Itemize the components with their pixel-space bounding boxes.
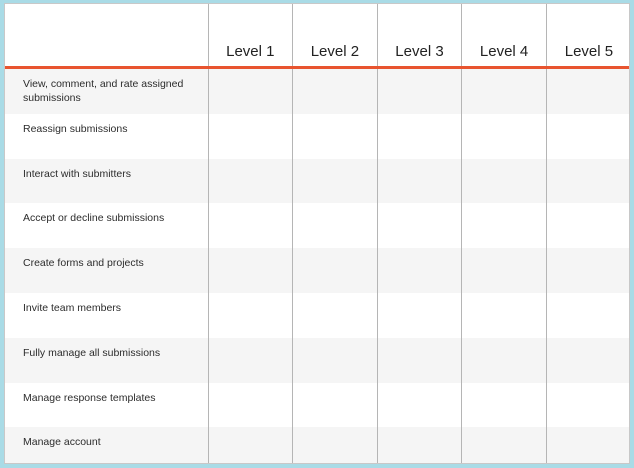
table-row xyxy=(5,114,630,159)
table-row xyxy=(5,427,630,464)
cell xyxy=(293,338,378,383)
table-row xyxy=(5,159,630,204)
cell xyxy=(208,159,293,204)
header-level-1: Level 1 xyxy=(208,4,293,68)
cell xyxy=(462,114,547,159)
header-corner-cell xyxy=(5,4,208,68)
cell xyxy=(377,293,462,338)
table-row xyxy=(5,383,630,428)
cell xyxy=(377,383,462,428)
table-row xyxy=(5,338,630,383)
table-row xyxy=(5,68,630,114)
cell xyxy=(462,383,547,428)
row-label: Manage response templates xyxy=(5,383,208,428)
header-row xyxy=(5,4,630,68)
cell xyxy=(293,68,378,114)
cell xyxy=(208,114,293,159)
row-label: Interact with submitters xyxy=(5,159,208,204)
cell xyxy=(546,203,630,248)
cell xyxy=(293,114,378,159)
row-label: View, comment, and rate assigned submissions xyxy=(5,68,208,114)
cell xyxy=(208,248,293,293)
cell xyxy=(293,293,378,338)
cell xyxy=(208,427,293,464)
table-row xyxy=(5,203,630,248)
cell xyxy=(293,427,378,464)
cell xyxy=(377,114,462,159)
cell xyxy=(546,114,630,159)
permissions-table-frame xyxy=(4,3,630,464)
cell xyxy=(462,68,547,114)
row-label: Fully manage all submissions xyxy=(5,338,208,383)
cell xyxy=(546,68,630,114)
row-label: Create forms and projects xyxy=(5,248,208,293)
cell xyxy=(462,203,547,248)
cell xyxy=(462,248,547,293)
header-level-5: Level 5 xyxy=(546,4,630,68)
cell xyxy=(208,383,293,428)
cell xyxy=(377,248,462,293)
row-label: Accept or decline submissions xyxy=(5,203,208,248)
cell xyxy=(377,427,462,464)
table-row xyxy=(5,293,630,338)
cell xyxy=(208,68,293,114)
cell xyxy=(462,338,547,383)
table-row xyxy=(5,248,630,293)
cell xyxy=(546,159,630,204)
cell xyxy=(208,203,293,248)
header-level-2: Level 2 xyxy=(293,4,378,68)
cell xyxy=(546,338,630,383)
permissions-table xyxy=(5,4,630,464)
cell xyxy=(208,293,293,338)
cell xyxy=(546,383,630,428)
cell xyxy=(293,383,378,428)
cell xyxy=(377,68,462,114)
cell xyxy=(462,293,547,338)
cell xyxy=(293,203,378,248)
cell xyxy=(377,159,462,204)
cell xyxy=(546,248,630,293)
cell xyxy=(377,338,462,383)
cell xyxy=(293,159,378,204)
header-level-4: Level 4 xyxy=(462,4,547,68)
cell xyxy=(462,159,547,204)
cell xyxy=(293,248,378,293)
cell xyxy=(377,203,462,248)
cell xyxy=(462,427,547,464)
row-label: Manage account xyxy=(5,427,208,464)
cell xyxy=(208,338,293,383)
cell xyxy=(546,293,630,338)
row-label: Invite team members xyxy=(5,293,208,338)
cell xyxy=(546,427,630,464)
header-level-3: Level 3 xyxy=(377,4,462,68)
row-label: Reassign submissions xyxy=(5,114,208,159)
